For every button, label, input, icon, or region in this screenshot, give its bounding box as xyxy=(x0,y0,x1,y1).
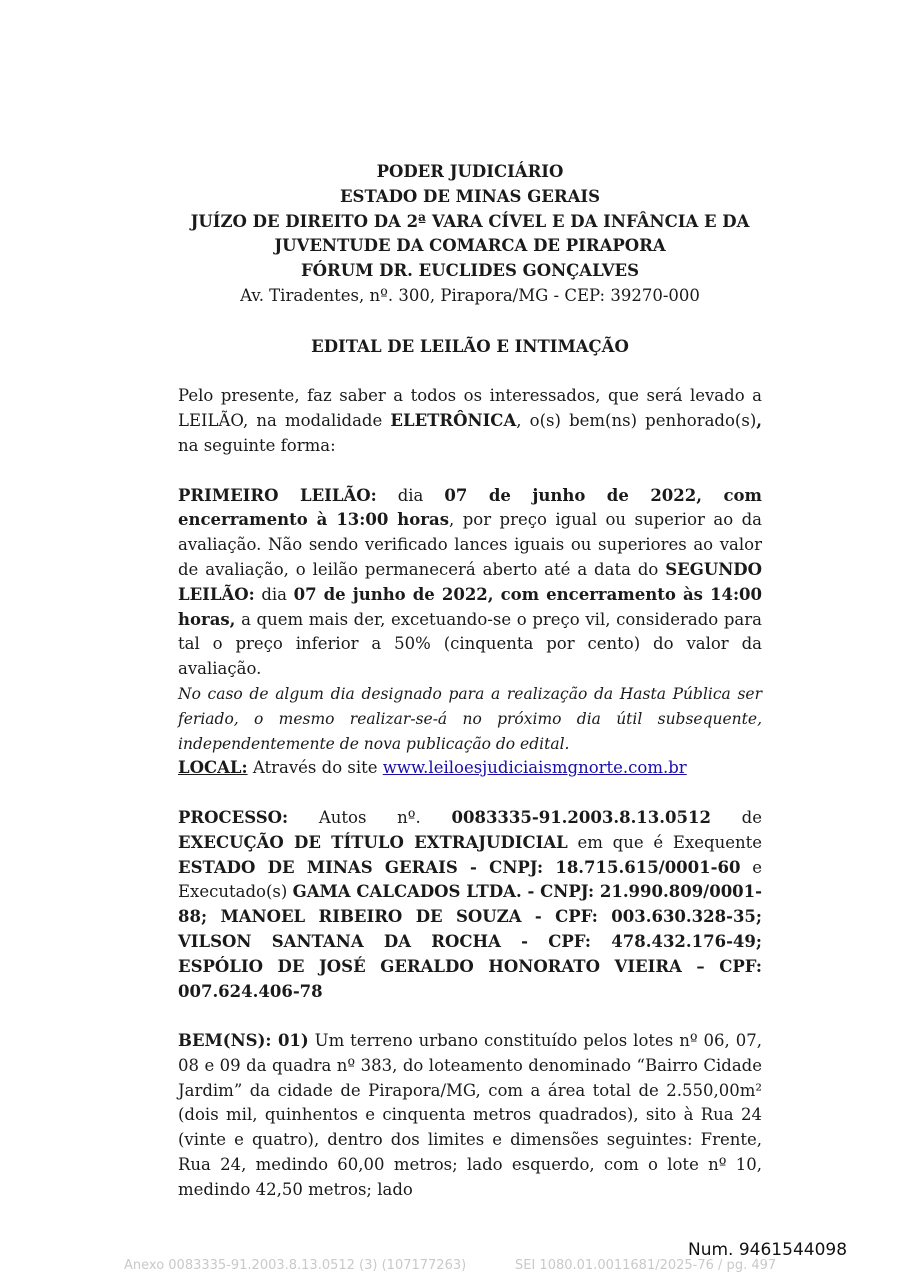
auction-site-link[interactable]: www.leiloesjudiciaismgnorte.com.br xyxy=(382,758,687,778)
goods-label: BEM(NS): 01) xyxy=(178,1031,309,1051)
process-paragraph xyxy=(178,806,762,1004)
document-page xyxy=(178,160,762,1203)
second-auction-label: SEGUNDO LEILÃO: xyxy=(178,559,762,604)
header-court-line-1: PODER JUDICIÁRIO xyxy=(376,162,564,181)
process-creditor: ESTADO DE MINAS GERAIS - CNPJ: 18.715.615/0001-60 xyxy=(178,857,741,877)
auction-dates-paragraph xyxy=(178,484,762,682)
holiday-notice: No caso de algum dia designado para a realização da Hasta Pública ser feriado, o mesmo realizar-se-á no próximo dia útil subsequente, independentemente de nova publicação do edital. xyxy=(178,684,762,753)
intro-comma: , xyxy=(756,411,763,431)
goods-description: Um terreno urbano constituído pelos lotes nº 06, 07, 08 e 09 da quadra nº 383, do loteamento denominado “Bairro Cidade Jardim” da cidade de Pirapora/MG, com a área total de 2.550,00m² (dois mil, quinhentos e cinquenta metros quadrados), sito à Rua 24 (vinte e quatro), dentro dos limites e dimensões seguintes: Frente, Rua 24, medindo 60,00 metros; lado esquerdo, com o lote nº 10, medindo 42,50 metros; lado xyxy=(178,1031,762,1199)
process-text-4: e Executado(s) xyxy=(178,857,763,902)
process-label: PROCESSO: xyxy=(178,807,289,827)
auction-text-4: a quem mais der, excetuando-se o preço vil, considerado para tal o preço inferior a 50% (cinquenta por cento) do valor da avaliação. xyxy=(178,609,762,679)
process-debtors: GAMA CALCADOS LTDA. - CNPJ: 21.990.809/0001-88; MANOEL RIBEIRO DE SOUZA - CPF: 003.630.328-35; VILSON SANTANA DA ROCHA - CPF: 478.432.176-49; ESPÓLIO DE JOSÉ GERALDO HONORATO VIEIRA – CPF: 007.624.406-78 xyxy=(178,882,762,1001)
intro-modality: ELETRÔNICA xyxy=(390,411,517,431)
auction-text-1: dia xyxy=(376,485,445,505)
auction-text-3: dia xyxy=(254,584,294,604)
process-text-3: em que é Exequente xyxy=(567,832,762,852)
process-text-1: Autos nº. xyxy=(288,807,452,827)
local-paragraph xyxy=(178,756,762,781)
auction-text-2: , por preço igual ou superior ao da avaliação. Não sendo verificado lances iguais ou superiores ao valor de avaliação, o leilão permanecerá aberto até a data do xyxy=(178,510,762,579)
local-text: Através do site xyxy=(247,758,383,778)
document-number: Num. 9461544098 xyxy=(688,1240,848,1260)
header-court-line-4: JUVENTUDE DA COMARCA DE PIRAPORA xyxy=(274,236,666,256)
sei-footer: SEI 1080.01.0011681/2025-76 / pg. 497 xyxy=(515,1258,777,1273)
goods-paragraph xyxy=(178,1029,762,1203)
second-auction-date: 07 de junho de 2022, com encerramento às 14:00 horas, xyxy=(178,584,762,629)
first-auction-date: 07 de junho de 2022, com encerramento à 13:00 horas xyxy=(178,485,762,530)
intro-text-1: Pelo presente, faz saber a todos os interessados, que será levado a LEILÃO, na modalidade xyxy=(178,386,762,431)
annex-footer: Anexo 0083335-91.2003.8.13.0512 (3) (107177263) xyxy=(124,1258,467,1273)
local-label: LOCAL: xyxy=(178,758,248,778)
header-court-line-3: JUÍZO DE DIREITO DA 2ª VARA CÍVEL E DA INFÂNCIA E DA xyxy=(190,211,750,231)
process-type: EXECUÇÃO DE TÍTULO EXTRAJUDICIAL xyxy=(178,832,568,852)
intro-text-2: , o(s) bem(ns) penhorado(s) xyxy=(516,411,757,431)
document-title: EDITAL DE LEILÃO E INTIMAÇÃO xyxy=(311,336,629,356)
process-text-2: de xyxy=(710,807,762,827)
process-number: 0083335-91.2003.8.13.0512 xyxy=(451,807,711,827)
header-court-line-2: ESTADO DE MINAS GERAIS xyxy=(339,186,601,206)
header-court-line-5: FÓRUM DR. EUCLIDES GONÇALVES xyxy=(300,261,640,281)
first-auction-label: PRIMEIRO LEILÃO: xyxy=(178,485,377,505)
header-address: Av. Tiradentes, nº. 300, Pirapora/MG - CEP: 39270-000 xyxy=(240,285,700,305)
intro-paragraph xyxy=(178,384,762,458)
intro-text-3: na seguinte forma: xyxy=(178,435,336,455)
